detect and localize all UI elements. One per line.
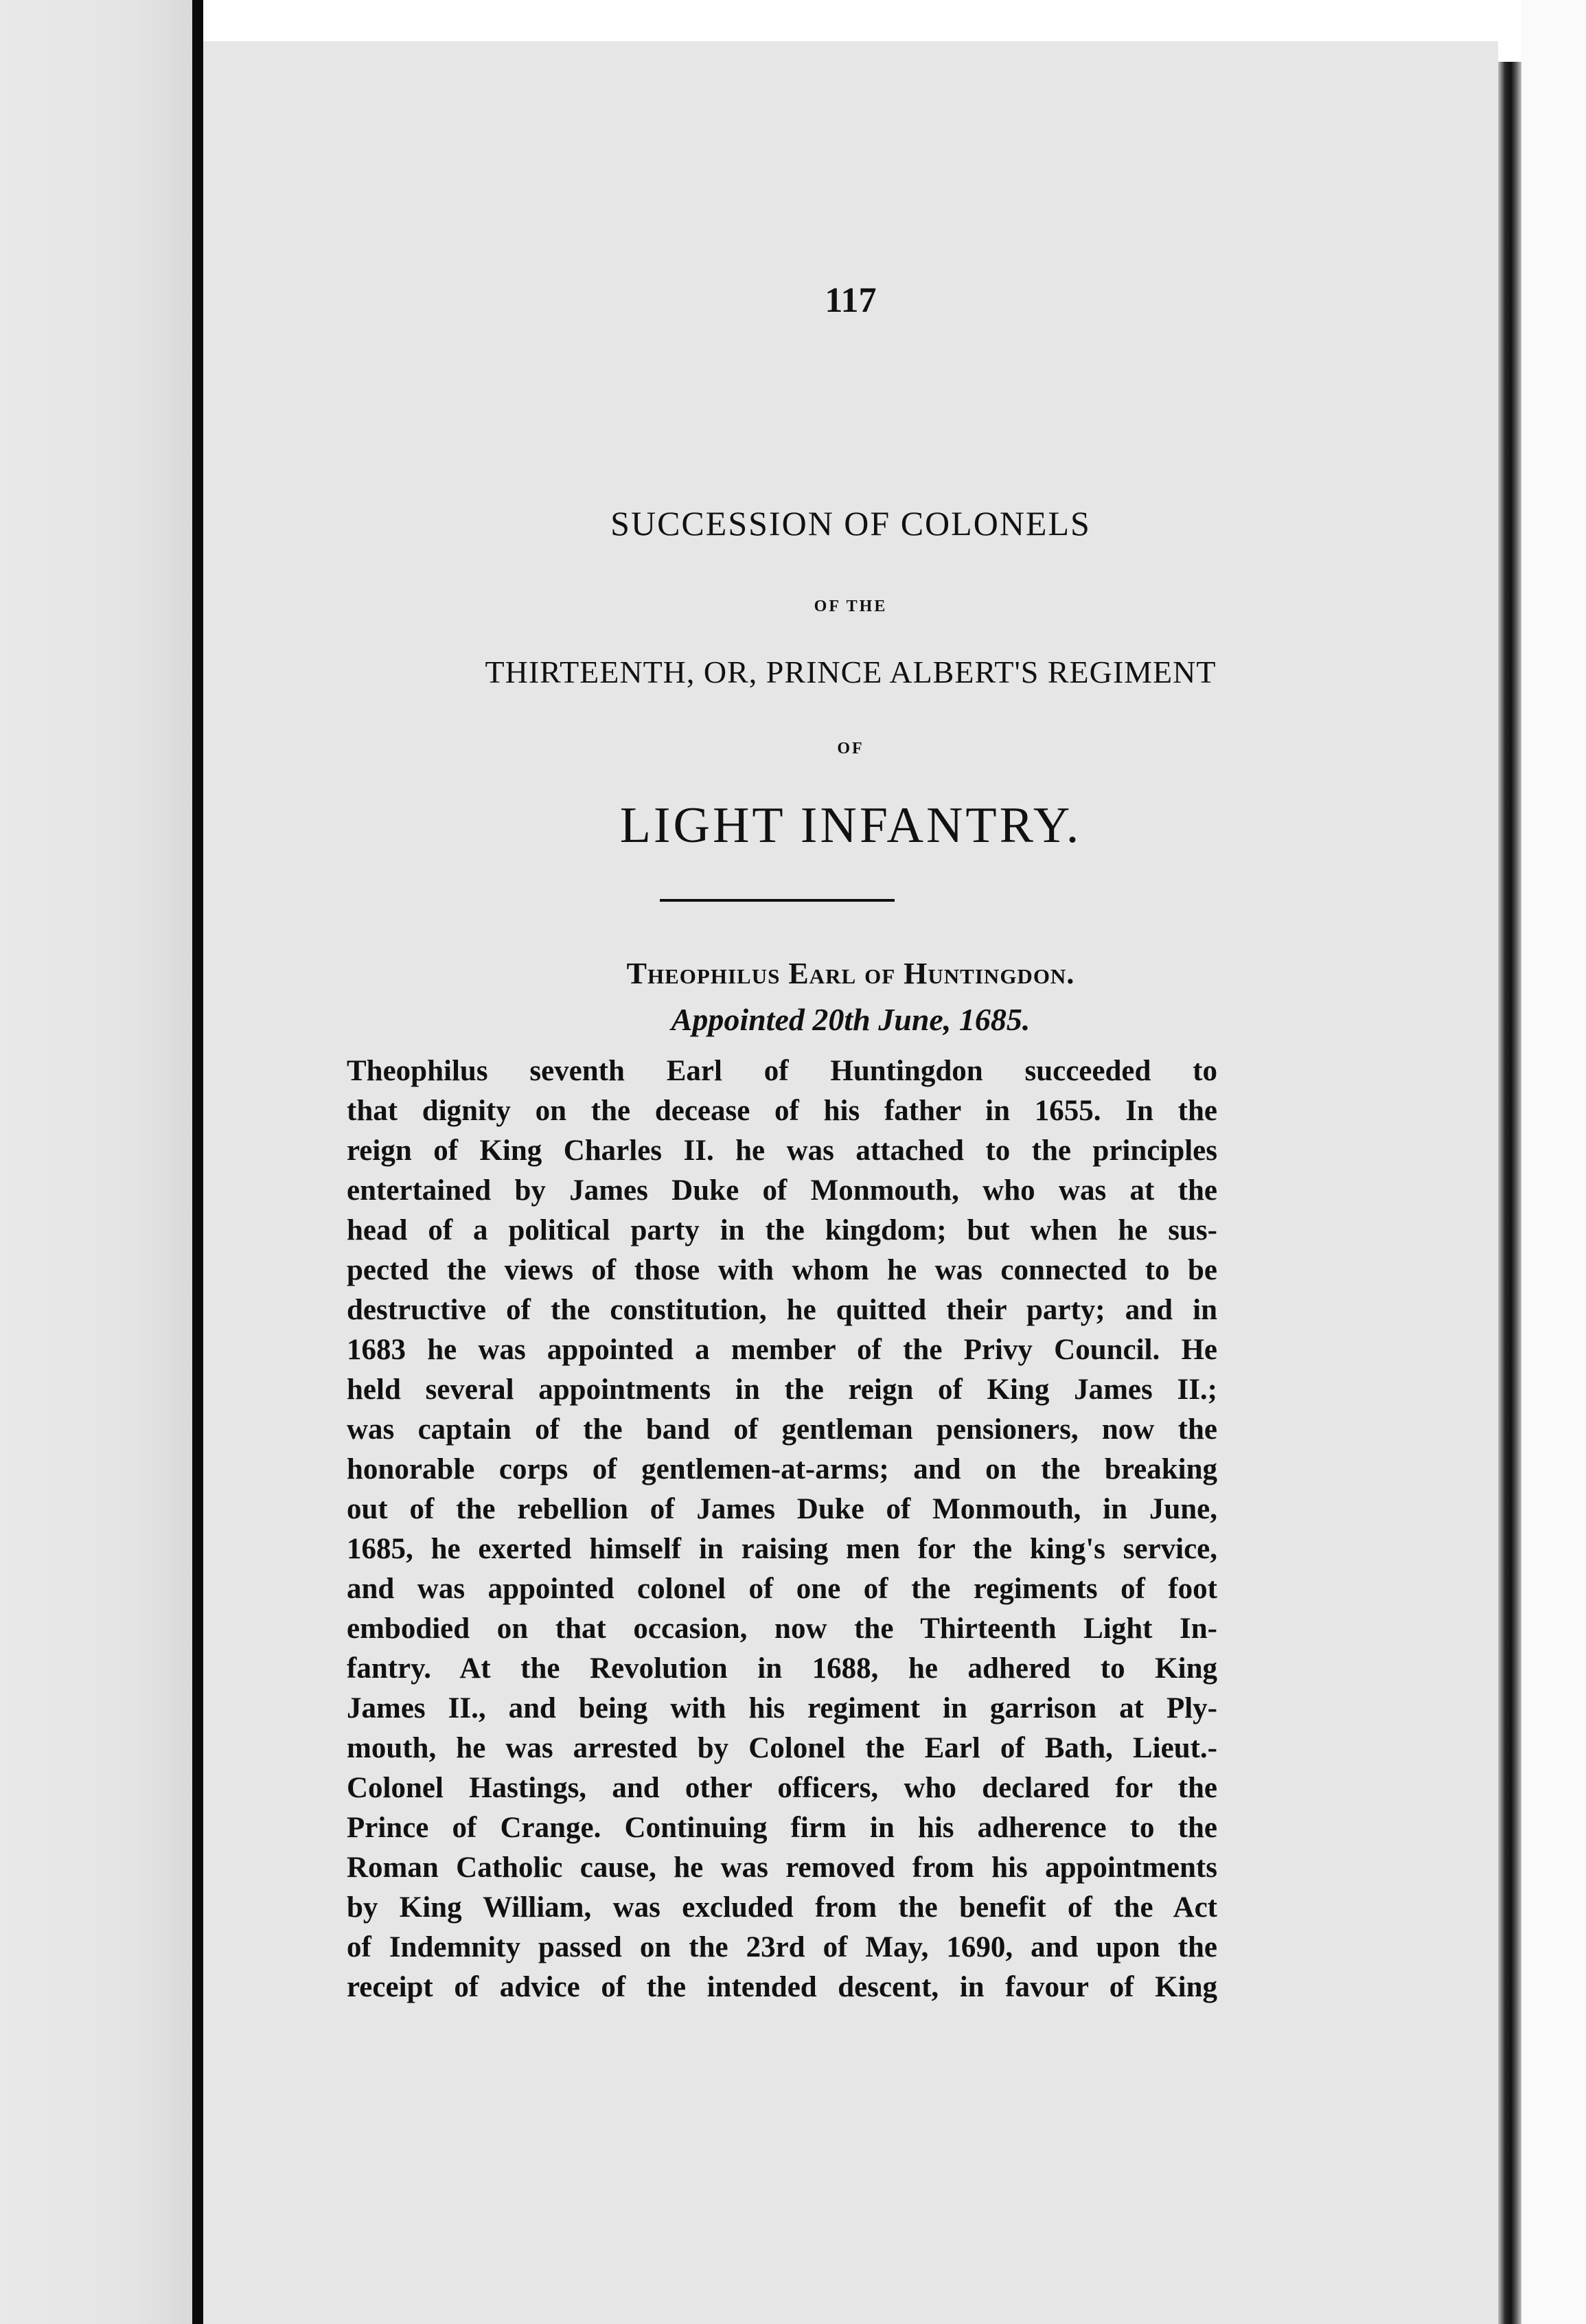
body-line: that dignity on the decease of his father in 1655. In the <box>347 1095 1217 1127</box>
body-line: 1683 he was appointed a member of the Privy Council. He <box>347 1334 1217 1366</box>
body-line: head of a political party in the kingdom; but when he sus- <box>347 1214 1217 1246</box>
page-edge <box>1498 62 1521 2324</box>
scan-margin <box>1521 0 1586 2324</box>
body-line: and was appointed colonel of one of the regiments of foot <box>347 1573 1217 1605</box>
body-line: pected the views of those with whom he was connected to be <box>347 1254 1217 1286</box>
body-line: Prince of Crange. Continuing firm in his adherence to the <box>347 1812 1217 1844</box>
title-of-the: OF THE <box>814 597 888 615</box>
body-line: of Indemnity passed on the 23rd of May, 1690, and upon the <box>347 1931 1217 1963</box>
body-line: Theophilus seventh Earl of Huntingdon succeeded to <box>347 1055 1217 1087</box>
body-line: was captain of the band of gentleman pensioners, now the <box>347 1413 1217 1446</box>
body-line: Colonel Hastings, and other officers, who declared for the <box>347 1772 1217 1804</box>
body-line: Roman Catholic cause, he was removed from his appointments <box>347 1852 1217 1884</box>
body-line: fantry. At the Revolution in 1688, he adhered to King <box>347 1652 1217 1685</box>
facing-page <box>0 0 192 2324</box>
body-line: embodied on that occasion, now the Thirteenth Light In- <box>347 1613 1217 1645</box>
body-line: mouth, he was arrested by Colonel the Earl of Bath, Lieut.- <box>347 1732 1217 1764</box>
body-line: 1685, he exerted himself in raising men for the king's service, <box>347 1533 1217 1565</box>
colonel-name-heading: Theophilus Earl of Huntingdon. <box>626 957 1075 990</box>
body-line: by King William, was excluded from the benefit of the Act <box>347 1891 1217 1924</box>
body-line: destructive of the constitution, he quitted their party; and in <box>347 1294 1217 1326</box>
body-line: honorable corps of gentlemen-at-arms; and on the breaking <box>347 1453 1217 1485</box>
page-number: 117 <box>825 281 877 320</box>
binding-gutter <box>192 0 203 2324</box>
body-line: receipt of advice of the intended descent, in favour of King <box>347 1971 1217 2003</box>
body-line: out of the rebellion of James Duke of Monmouth, in June, <box>347 1493 1217 1525</box>
title-light-infantry: LIGHT INFANTRY. <box>619 797 1082 854</box>
body-line: entertained by James Duke of Monmouth, who was at the <box>347 1174 1217 1207</box>
body-line: reign of King Charles II. he was attached to the principles <box>347 1135 1217 1167</box>
title-of: OF <box>837 740 864 757</box>
appointment-date: Appointed 20th June, 1685. <box>671 1002 1031 1037</box>
body-line: James II., and being with his regiment in garrison at Ply- <box>347 1692 1217 1724</box>
title-regiment: THIRTEENTH, OR, PRINCE ALBERT'S REGIMENT <box>485 654 1217 690</box>
body-line: held several appointments in the reign of King James II.; <box>347 1374 1217 1406</box>
title-succession-of-colonels: SUCCESSION OF COLONELS <box>610 504 1091 543</box>
title-divider-rule <box>660 899 895 902</box>
